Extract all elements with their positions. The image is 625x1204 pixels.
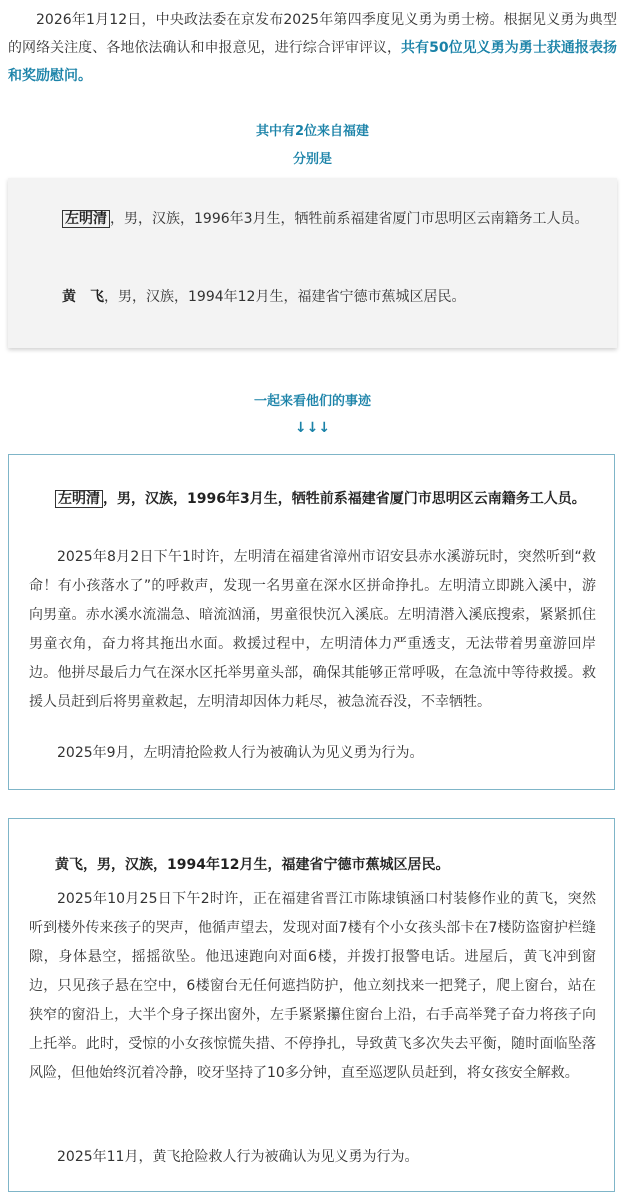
hero2-heading: 黄飞，男，汉族，1994年12月生，福建省宁德市蕉城区居民。 [55,857,450,873]
summary-box [8,178,617,348]
fujian-subheading: 分别是 [292,152,332,167]
summary-detail: ，男，汉族，1996年3月生，牺牲前系福建省厦门市思明区云南籍务工人员。 [110,211,589,227]
down-arrows: ↓↓↓ [294,420,331,436]
intro-text: 2026年1月12日，中央政法委在京发布2025年第四季度见义勇为勇士榜。根据见义勇为典型的网络关注度、各地依法确认和申报意见，进行综合评审评议， [8,12,617,56]
hero2-story: 2025年10月25日下午2时许，正在福建省晋江市陈埭镇涵口村装修作业的黄飞，突然听到楼外传来孩子的哭声，他循声望去，发现对面7楼有个小女孩头部卡在7楼防盗窗护栏缝隙，身体悬空，摇摇欲坠。他迅速跑向对面6楼，并拨打报警电话。进屋后，黄飞冲到窗边，只见孩子悬在空中，6楼窗台无任何遮挡防护，他立刻找来一把凳子，爬上窗台，站在狭窄的窗沿上，大半个身子探出窗外，左手紧紧攥住窗台上沿，右手高举凳子奋力将孩子向上托举。此时，受惊的小女孩惊慌失措、不停挣扎，导致黄飞多次失去平衡，随时面临坠落风险，但他始终沉着冷静，咬牙坚持了10多分钟，直至巡逻队员赶到，将女孩安全解救。 [29,891,596,1081]
summary-item [38,284,597,310]
hero2-name: 黄 飞 [62,289,104,305]
hero1-heading [29,485,596,513]
hero1-story: 2025年8月2日下午1时许，左明清在福建省漳州市诏安县赤水溪游玩时，突然听到“救命！有小孩落水了”的呼救声，发现一名男童在深水区拼命挣扎。左明清立即跳入溪中，游向男童。赤水溪水流湍急、暗流汹涌，男童很快沉入溪底。左明清潜入溪底搜索，紧紧抓住男童衣角，奋力将其拖出水面。救援过程中，左明清体力严重透支，无法带着男童游回岸边。他拼尽最后力气在深水区托举男童头部，确保其能够正常呼吸，在急流中等待救援。救援人员赶到后将男童救起，左明清却因体力耗尽，被急流吞没，不幸牺牲。 [29,549,596,710]
hero1-card [8,454,615,790]
summary-item [38,206,597,232]
hero2-confirmation: 2025年11月，黄飞抢险救人行为被确认为见义勇为行为。 [57,1149,419,1165]
intro-highlight: 共有50位见义勇为勇士获通报表扬和奖励慰问。 [8,40,618,84]
hero1-name-tag: 左明清 [62,210,110,228]
story-heading: 一起来看他们的事迹 [253,394,371,409]
summary-detail: ，男，汉族，1994年12月生，福建省宁德市蕉城区居民。 [104,289,466,305]
hero2-card [8,818,615,1192]
hero1-name-tag: 左明清 [55,490,103,508]
hero1-heading-text: ，男，汉族，1996年3月生，牺牲前系福建省厦门市思明区云南籍务工人员。 [103,491,586,507]
intro-paragraph [8,6,617,90]
hero1-confirmation: 2025年9月，左明清抢险救人行为被确认为见义勇为行为。 [57,745,424,761]
fujian-heading: 其中有2位来自福建 [255,124,370,139]
